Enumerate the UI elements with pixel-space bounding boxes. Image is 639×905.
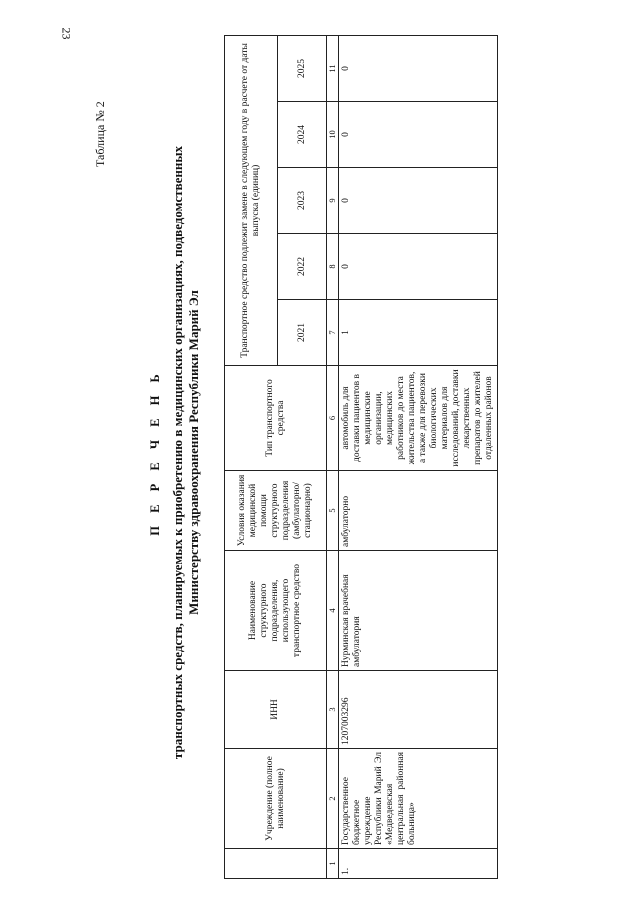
header-year: 2025 [278,36,327,102]
header-division: Наименование структурного подразделения, использующего транспортное средство [225,551,327,671]
header-year: 2023 [278,168,327,234]
table-label: Таблица № 2 [93,101,107,167]
column-number: 4 [327,551,339,671]
header-col-1 [225,849,327,879]
column-number-row [327,36,339,879]
header-vehicle-type: Тип транспортного средства [225,366,327,471]
header-year: 2024 [278,102,327,168]
column-number: 6 [327,366,339,471]
value-2025: 0 [339,36,498,102]
value-2024: 0 [339,102,498,168]
column-number: 5 [327,471,339,551]
header-year: 2021 [278,300,327,366]
conditions-value: амбулаторно [339,471,498,551]
value-2021: 1 [339,300,498,366]
header-year: 2022 [278,234,327,300]
row-number: 1. [339,849,498,879]
page-number: 23 [59,27,74,40]
vehicle-table [224,35,498,879]
column-number: 7 [327,300,339,366]
column-number: 11 [327,36,339,102]
value-2022: 0 [339,234,498,300]
column-number: 3 [327,671,339,749]
header-conditions: Условия оказания медицинской помощи структурного подразделения (амбулаторно/ стационарно) [225,471,327,551]
table-row [339,36,498,879]
value-2023: 0 [339,168,498,234]
header-row-1 [225,36,278,879]
column-number: 9 [327,168,339,234]
header-institution: Учреждение (полное наименование) [225,749,327,849]
header-replacement-group: Транспортное средство подлежит замене в следующем году в расчете от даты выпуска (единиц) [225,36,278,366]
vehicle-type: автомобиль для доставки пациентов в медицинские организации, медицинских работников до места жительства пациентов, а также для перевозки биологических материалов для исследований, доставки лекарственных препаратов до жителей отдаленных районов [339,366,498,471]
header-inn: ИНН [225,671,327,749]
column-number: 1 [327,849,339,879]
column-number: 2 [327,749,339,849]
column-number: 10 [327,102,339,168]
division-name: Нурминская врачебная амбулатория [339,551,498,671]
document-title: П Е Р Е Ч Е Н Ь [148,369,162,536]
subtitle-line-1: транспортных средств, планируемых к приобретению в медицинских организациях, подведомственных [170,145,185,760]
inn-value: 1207003296 [339,671,498,749]
column-number: 8 [327,234,339,300]
institution-name: Государственное бюджетное учреждение Республики Марий Эл «Медведевская центральная районная больница» [339,749,498,849]
subtitle-line-2: Министерству здравоохранения Республики Марий Эл [186,290,201,615]
document-subtitle [170,140,202,765]
